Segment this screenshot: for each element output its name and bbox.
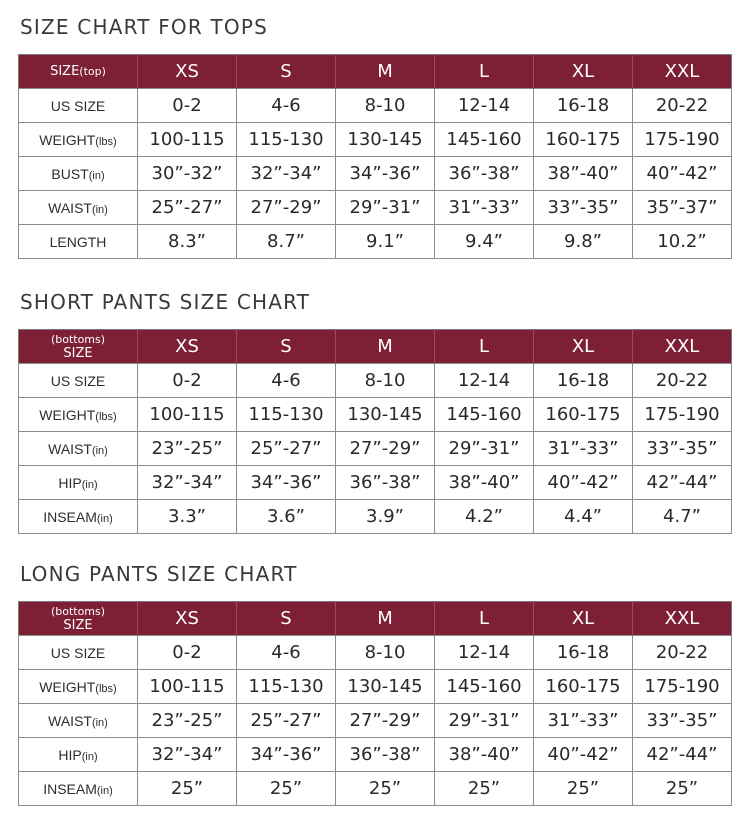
row-label-cell: [19, 191, 138, 225]
table-cell: 12-14: [435, 89, 534, 123]
table-cell: 100-115: [138, 398, 237, 432]
table-cell: 3.6”: [237, 500, 336, 534]
table-cell: 29”-31”: [435, 432, 534, 466]
table-cell: 32”-34”: [138, 738, 237, 772]
table-cell: 33”-35”: [633, 704, 732, 738]
row-label: WAIST: [48, 199, 92, 216]
size-column-header: L: [435, 330, 534, 364]
row-unit: (in): [91, 203, 108, 216]
row-unit: (lbs): [95, 410, 117, 423]
size-header-cell: [19, 55, 138, 89]
row-unit: (in): [81, 478, 98, 491]
row-label-cell: [19, 225, 138, 259]
size-column-header: XL: [534, 330, 633, 364]
table-cell: 25”: [633, 772, 732, 806]
row-label-cell: [19, 670, 138, 704]
table-cell: 20-22: [633, 636, 732, 670]
table-cell: 160-175: [534, 398, 633, 432]
table-cell: 20-22: [633, 364, 732, 398]
row-label: US SIZE: [50, 644, 106, 661]
row-label-cell: [19, 432, 138, 466]
table-cell: 38”-40”: [534, 157, 633, 191]
table-cell: 16-18: [534, 636, 633, 670]
row-label: HIP: [58, 474, 82, 491]
row-label-cell: [19, 500, 138, 534]
size-column-header: S: [237, 330, 336, 364]
table-cell: 9.8”: [534, 225, 633, 259]
row-label: WEIGHT: [39, 678, 96, 695]
table-cell: 25”-27”: [237, 704, 336, 738]
row-unit: (in): [88, 169, 105, 182]
table-cell: 160-175: [534, 670, 633, 704]
table-row: [19, 225, 732, 259]
row-label: US SIZE: [50, 372, 106, 389]
table-cell: 8-10: [336, 636, 435, 670]
table-cell: 25”-27”: [138, 191, 237, 225]
row-label-cell: [19, 738, 138, 772]
table-row: [19, 772, 732, 806]
table-cell: 8-10: [336, 89, 435, 123]
row-unit: (lbs): [95, 135, 117, 148]
row-label-cell: [19, 636, 138, 670]
table-cell: 12-14: [435, 364, 534, 398]
table-cell: 0-2: [138, 364, 237, 398]
table-cell: 0-2: [138, 89, 237, 123]
table-cell: 4-6: [237, 636, 336, 670]
row-label: WEIGHT: [39, 131, 96, 148]
row-label: INSEAM: [43, 780, 97, 797]
size-column-header: XL: [534, 55, 633, 89]
table-row: [19, 670, 732, 704]
table-cell: 25”-27”: [237, 432, 336, 466]
table-cell: 115-130: [237, 670, 336, 704]
table-cell: 36”-38”: [435, 157, 534, 191]
table-cell: 27”-29”: [237, 191, 336, 225]
row-label: INSEAM: [43, 508, 97, 525]
row-label-cell: [19, 89, 138, 123]
table-cell: 34”-36”: [237, 466, 336, 500]
short-pants-size-table: [18, 329, 732, 534]
table-cell: 12-14: [435, 636, 534, 670]
table-cell: 34”-36”: [336, 157, 435, 191]
size-column-header: XXL: [633, 330, 732, 364]
table-cell: 25”: [138, 772, 237, 806]
size-column-header: L: [435, 602, 534, 636]
table-cell: 27”-29”: [336, 704, 435, 738]
table-cell: 4-6: [237, 364, 336, 398]
size-column-header: L: [435, 55, 534, 89]
size-column-header: XXL: [633, 602, 732, 636]
row-label: US SIZE: [50, 97, 106, 114]
table-cell: 160-175: [534, 123, 633, 157]
table-header-row: [19, 55, 732, 89]
long-pants-size-table: [18, 601, 732, 806]
table-cell: 30”-32”: [138, 157, 237, 191]
table-cell: 25”: [534, 772, 633, 806]
tops-size-chart-section: [18, 14, 731, 259]
table-row: [19, 432, 732, 466]
table-cell: 8-10: [336, 364, 435, 398]
table-cell: 100-115: [138, 670, 237, 704]
size-header-unit: (top): [79, 64, 106, 78]
row-label-cell: [19, 364, 138, 398]
table-cell: 16-18: [534, 89, 633, 123]
table-cell: 31”-33”: [435, 191, 534, 225]
table-cell: 8.7”: [237, 225, 336, 259]
size-header-cell: [19, 602, 138, 636]
row-unit: (lbs): [95, 682, 117, 695]
table-cell: 145-160: [435, 123, 534, 157]
size-header-cell: [19, 330, 138, 364]
table-row: [19, 466, 732, 500]
row-label: WEIGHT: [39, 406, 96, 423]
table-cell: 40”-42”: [633, 157, 732, 191]
table-cell: 175-190: [633, 398, 732, 432]
table-cell: 33”-35”: [534, 191, 633, 225]
row-label: BUST: [51, 165, 89, 182]
table-cell: 130-145: [336, 670, 435, 704]
table-cell: 130-145: [336, 123, 435, 157]
size-column-header: XL: [534, 602, 633, 636]
row-unit: (in): [96, 512, 113, 525]
table-cell: 42”-44”: [633, 466, 732, 500]
row-unit: (in): [91, 444, 108, 457]
size-column-header: XXL: [633, 55, 732, 89]
table-row: [19, 364, 732, 398]
table-cell: 16-18: [534, 364, 633, 398]
table-cell: 4.7”: [633, 500, 732, 534]
row-label: WAIST: [48, 712, 92, 729]
table-row: [19, 738, 732, 772]
row-label-cell: [19, 398, 138, 432]
row-label: LENGTH: [49, 233, 107, 250]
table-cell: 38”-40”: [435, 738, 534, 772]
size-column-header: S: [237, 602, 336, 636]
table-cell: 4.4”: [534, 500, 633, 534]
size-column-header: XS: [138, 55, 237, 89]
table-cell: 10.2”: [633, 225, 732, 259]
table-cell: 100-115: [138, 123, 237, 157]
row-label-cell: [19, 157, 138, 191]
table-cell: 9.4”: [435, 225, 534, 259]
size-header-category: (bottoms): [50, 332, 106, 346]
table-cell: 115-130: [237, 123, 336, 157]
table-cell: 42”-44”: [633, 738, 732, 772]
table-cell: 33”-35”: [633, 432, 732, 466]
table-cell: 31”-33”: [534, 704, 633, 738]
row-label-cell: [19, 466, 138, 500]
table-cell: 23”-25”: [138, 432, 237, 466]
table-cell: 29”-31”: [435, 704, 534, 738]
table-cell: 145-160: [435, 670, 534, 704]
table-cell: 25”: [435, 772, 534, 806]
table-row: [19, 191, 732, 225]
size-header-label: SIZE: [63, 617, 93, 633]
size-column-header: M: [336, 602, 435, 636]
tops-chart-title: SIZE CHART FOR TOPS: [20, 15, 269, 39]
table-cell: 25”: [237, 772, 336, 806]
table-cell: 175-190: [633, 123, 732, 157]
table-cell: 38”-40”: [435, 466, 534, 500]
size-header-category: (bottoms): [50, 604, 106, 618]
table-row: [19, 704, 732, 738]
tops-size-table: [18, 54, 732, 259]
table-cell: 36”-38”: [336, 466, 435, 500]
table-cell: 8.3”: [138, 225, 237, 259]
table-cell: 145-160: [435, 398, 534, 432]
table-cell: 175-190: [633, 670, 732, 704]
table-cell: 20-22: [633, 89, 732, 123]
long-pants-chart-title: LONG PANTS SIZE CHART: [20, 562, 298, 586]
table-header-row: [19, 330, 732, 364]
table-header-row: [19, 602, 732, 636]
row-label: WAIST: [48, 440, 92, 457]
table-cell: 4-6: [237, 89, 336, 123]
row-label-cell: [19, 704, 138, 738]
table-row: [19, 398, 732, 432]
table-cell: 40”-42”: [534, 738, 633, 772]
size-header-label: SIZE: [50, 63, 80, 79]
table-cell: 32”-34”: [237, 157, 336, 191]
table-cell: 34”-36”: [237, 738, 336, 772]
table-cell: 115-130: [237, 398, 336, 432]
row-label-cell: [19, 123, 138, 157]
table-cell: 130-145: [336, 398, 435, 432]
table-cell: 27”-29”: [336, 432, 435, 466]
row-unit: (in): [91, 716, 108, 729]
short-pants-chart-title: SHORT PANTS SIZE CHART: [20, 290, 311, 314]
size-column-header: XS: [138, 330, 237, 364]
table-cell: 4.2”: [435, 500, 534, 534]
long-pants-size-chart-section: [18, 561, 731, 806]
size-column-header: S: [237, 55, 336, 89]
table-cell: 25”: [336, 772, 435, 806]
table-row: [19, 123, 732, 157]
row-label: HIP: [58, 746, 82, 763]
short-pants-size-chart-section: [18, 289, 731, 534]
size-header-label: SIZE: [63, 345, 93, 361]
table-row: [19, 500, 732, 534]
table-cell: 40”-42”: [534, 466, 633, 500]
table-row: [19, 89, 732, 123]
row-label-cell: [19, 772, 138, 806]
table-cell: 3.3”: [138, 500, 237, 534]
row-unit: (in): [81, 750, 98, 763]
size-column-header: XS: [138, 602, 237, 636]
table-cell: 29”-31”: [336, 191, 435, 225]
table-cell: 36”-38”: [336, 738, 435, 772]
size-column-header: M: [336, 55, 435, 89]
table-cell: 9.1”: [336, 225, 435, 259]
size-column-header: M: [336, 330, 435, 364]
table-row: [19, 157, 732, 191]
table-cell: 35”-37”: [633, 191, 732, 225]
table-cell: 31”-33”: [534, 432, 633, 466]
row-unit: (in): [96, 784, 113, 797]
table-row: [19, 636, 732, 670]
table-cell: 0-2: [138, 636, 237, 670]
table-cell: 23”-25”: [138, 704, 237, 738]
table-cell: 3.9”: [336, 500, 435, 534]
table-cell: 32”-34”: [138, 466, 237, 500]
